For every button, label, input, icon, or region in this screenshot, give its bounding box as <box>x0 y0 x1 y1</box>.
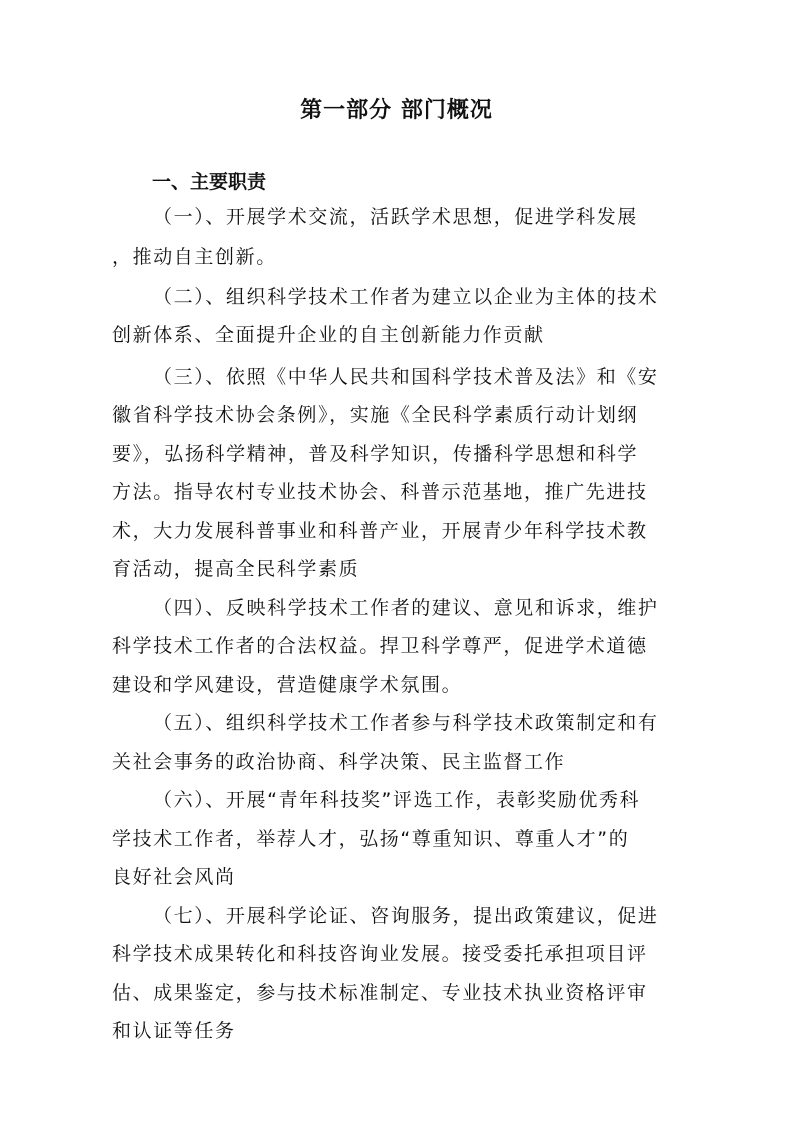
duty-1-line-1: （一）、开展学术交流，活跃学术思想，促进学科发展 <box>153 206 638 228</box>
duty-5-line-2: 关社会事务的政治协商、科学决策、民主监督工作 <box>112 751 566 773</box>
duty-7-line-4: 和认证等任务 <box>112 1020 236 1042</box>
duty-3-line-2: 徽省科学技术协会条例》，实施《全民科学素质行动计划纲 <box>112 404 639 426</box>
duty-4-line-2: 科学技术工作者的合法权益。捍卫科学尊严，促进学术道德 <box>112 635 648 657</box>
duty-2-line-1: （二）、组织科学技术工作者为建立以企业为主体的技术 <box>153 286 659 308</box>
duty-7-line-1: （七）、开展科学论证、咨询服务，提出政策建议，促进 <box>153 905 659 927</box>
duty-2-line-2: 创新体系、全面提升企业的自主创新能力作贡献 <box>112 324 545 346</box>
duty-3-line-1: （三）、依照《中华人民共和国科学技术普及法》和《安 <box>153 366 659 388</box>
duty-3-line-5: 术，大力发展科普事业和科普产业，开展青少年科学技术教 <box>112 520 648 542</box>
duty-6-line-2: 学技术工作者，举荐人才，弘扬“尊重知识、尊重人才”的 <box>112 828 630 850</box>
duty-6-line-3: 良好社会风尚 <box>112 866 236 888</box>
duty-7-line-2: 科学技术成果转化和科技咨询业发展。接受委托承担项目评 <box>112 943 648 965</box>
duty-4-line-1: （四）、反映科学技术工作者的建议、意见和诉求，维护 <box>153 597 659 619</box>
page-title: 第一部分 部门概况 <box>300 98 493 123</box>
duty-3-line-3: 要》，弘扬科学精神，普及科学知识，传播科学思想和科学 <box>112 443 639 465</box>
duty-7-line-3: 估、成果鉴定，参与技术标准制定、专业技术执业资格评审 <box>112 982 648 1004</box>
duty-1-line-2: ，推动自主创新。 <box>112 246 277 268</box>
duty-3-line-6: 育活动，提高全民科学素质 <box>112 558 360 580</box>
duty-6-line-1: （六）、开展“青年科技奖”评选工作，表彰奖励优秀科 <box>153 789 641 811</box>
duty-3-line-4: 方法。指导农村专业技术协会、科普示范基地，推广先进技 <box>112 481 648 503</box>
duty-4-line-3: 建设和学风建设，营造健康学术氛围。 <box>112 674 463 696</box>
duty-5-line-1: （五）、组织科学技术工作者参与科学技术政策制定和有 <box>153 712 659 734</box>
section-heading: 一、主要职责 <box>152 171 267 193</box>
